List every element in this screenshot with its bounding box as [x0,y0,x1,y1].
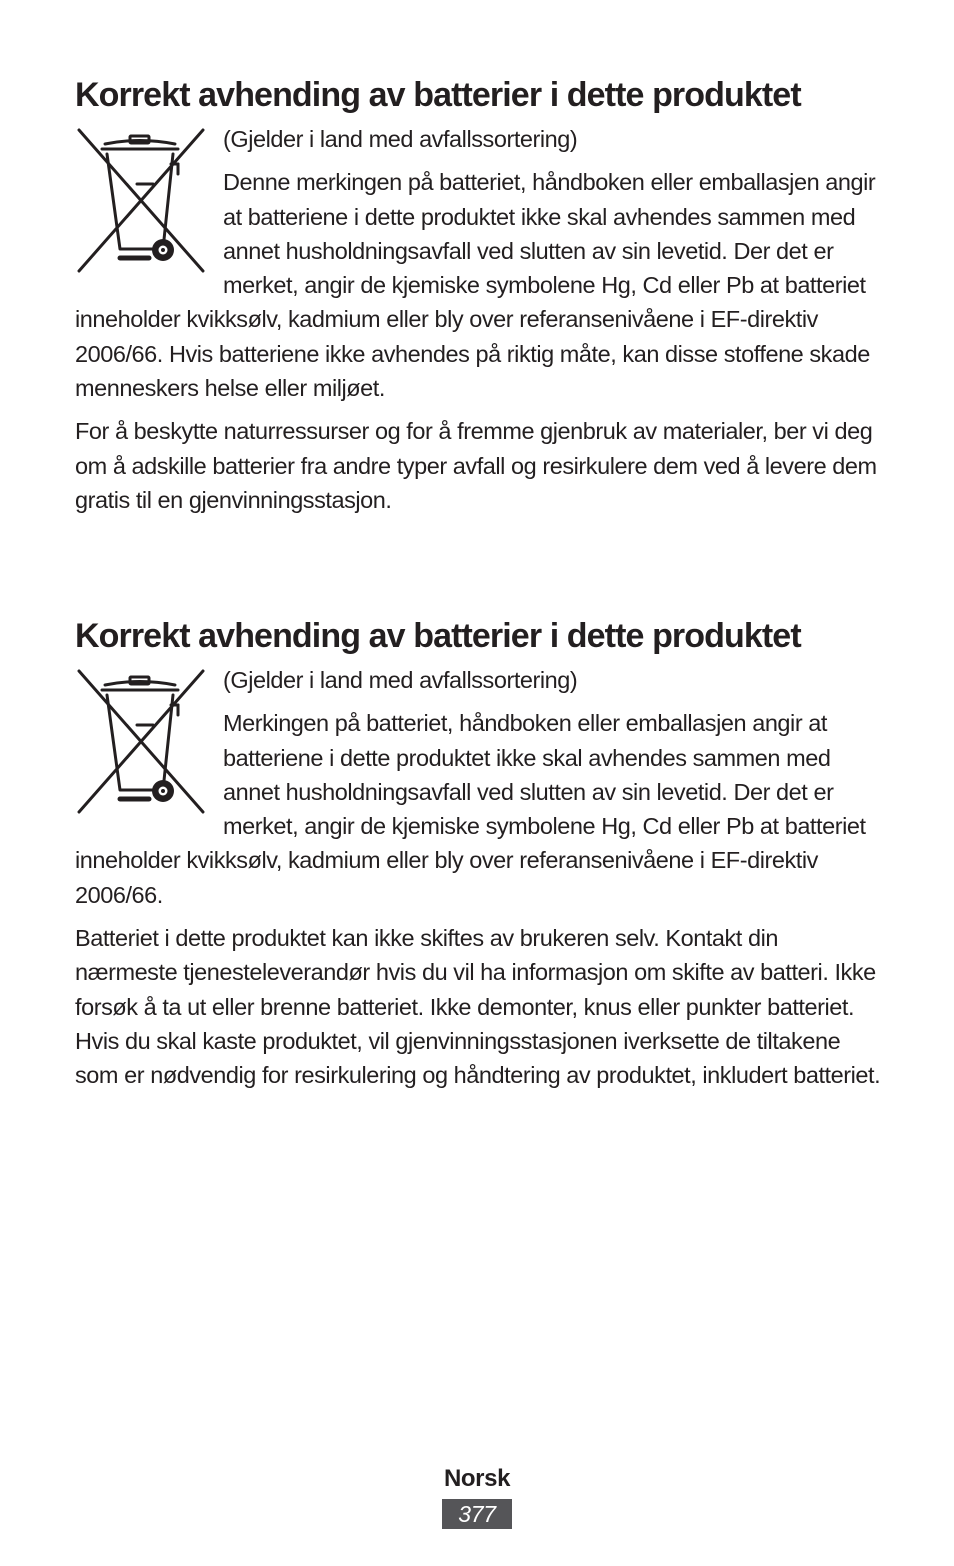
section-title: Korrekt avhending av batterier i dette produktet [75,76,801,114]
battery-disposal-section-1 [75,72,885,517]
disposal-paragraph: Denne merkingen på batteriet, håndboken eller emballasjen angir at batteriene i dette produktet ikke skal avhendes sammen med annet husholdningsavfall ved slutten av sin levetid. Der det er merket, angir de kjemiske symbolene Hg, Cd eller Pb at batteriet inneholder kvikksølv, kadmium eller bly over referansenivåene i EF-direktiv 2006/66. Hvis batteriene ikke avhendes på riktig måte, kan disse stoffene skade menneskers helse eller miljøet. [75,169,876,402]
crossed-out-wheelie-bin-icon [75,669,207,814]
applicability-note: (Gjelder i land med avfallssortering) [223,667,578,693]
language-label: Norsk [443,1465,511,1492]
disposal-paragraph: Merkingen på batteriet, håndboken eller emballasjen angir at batteriene i dette produktet ikke skal avhendes sammen med annet husholdningsavfall ved slutten av sin levetid. Der det er merket, angir de kjemiske symbolene Hg, Cd eller Pb at batteriet inneholder kvikksølv, kadmium eller bly over referansenivåene i EF-direktiv 2006/66. [75,710,866,908]
section-title: Korrekt avhending av batterier i dette produktet [75,617,801,655]
recycling-paragraph: For å beskytte naturressurser og for å fremme gjenbruk av materialer, ber vi deg om å adskille batterier fra andre typer avfall og resirkulere dem ved å levere dem gratis til en gjenvinningsstasjon. [75,418,877,513]
page-number: 377 [442,1499,512,1529]
applicability-note: (Gjelder i land med avfallssortering) [223,126,578,152]
crossed-out-wheelie-bin-icon [75,128,207,273]
battery-disposal-section-2 [75,613,885,1093]
page-footer [0,1462,954,1529]
battery-replacement-paragraph: Batteriet i dette produktet kan ikke skiftes av brukeren selv. Kontakt din nærmeste tjenesteleverandør hvis du vil ha informasjon om skifte av batteri. Ikke forsøk å ta ut eller brenne batteriet. Ikke demonter, knus eller punkter batteriet. Hvis du skal kaste produktet, vil gjenvinningsstasjonen iverksette de tiltakene som er nødvendig for resirkulering og håndtering av produktet, inkludert batteriet. [75,925,881,1089]
